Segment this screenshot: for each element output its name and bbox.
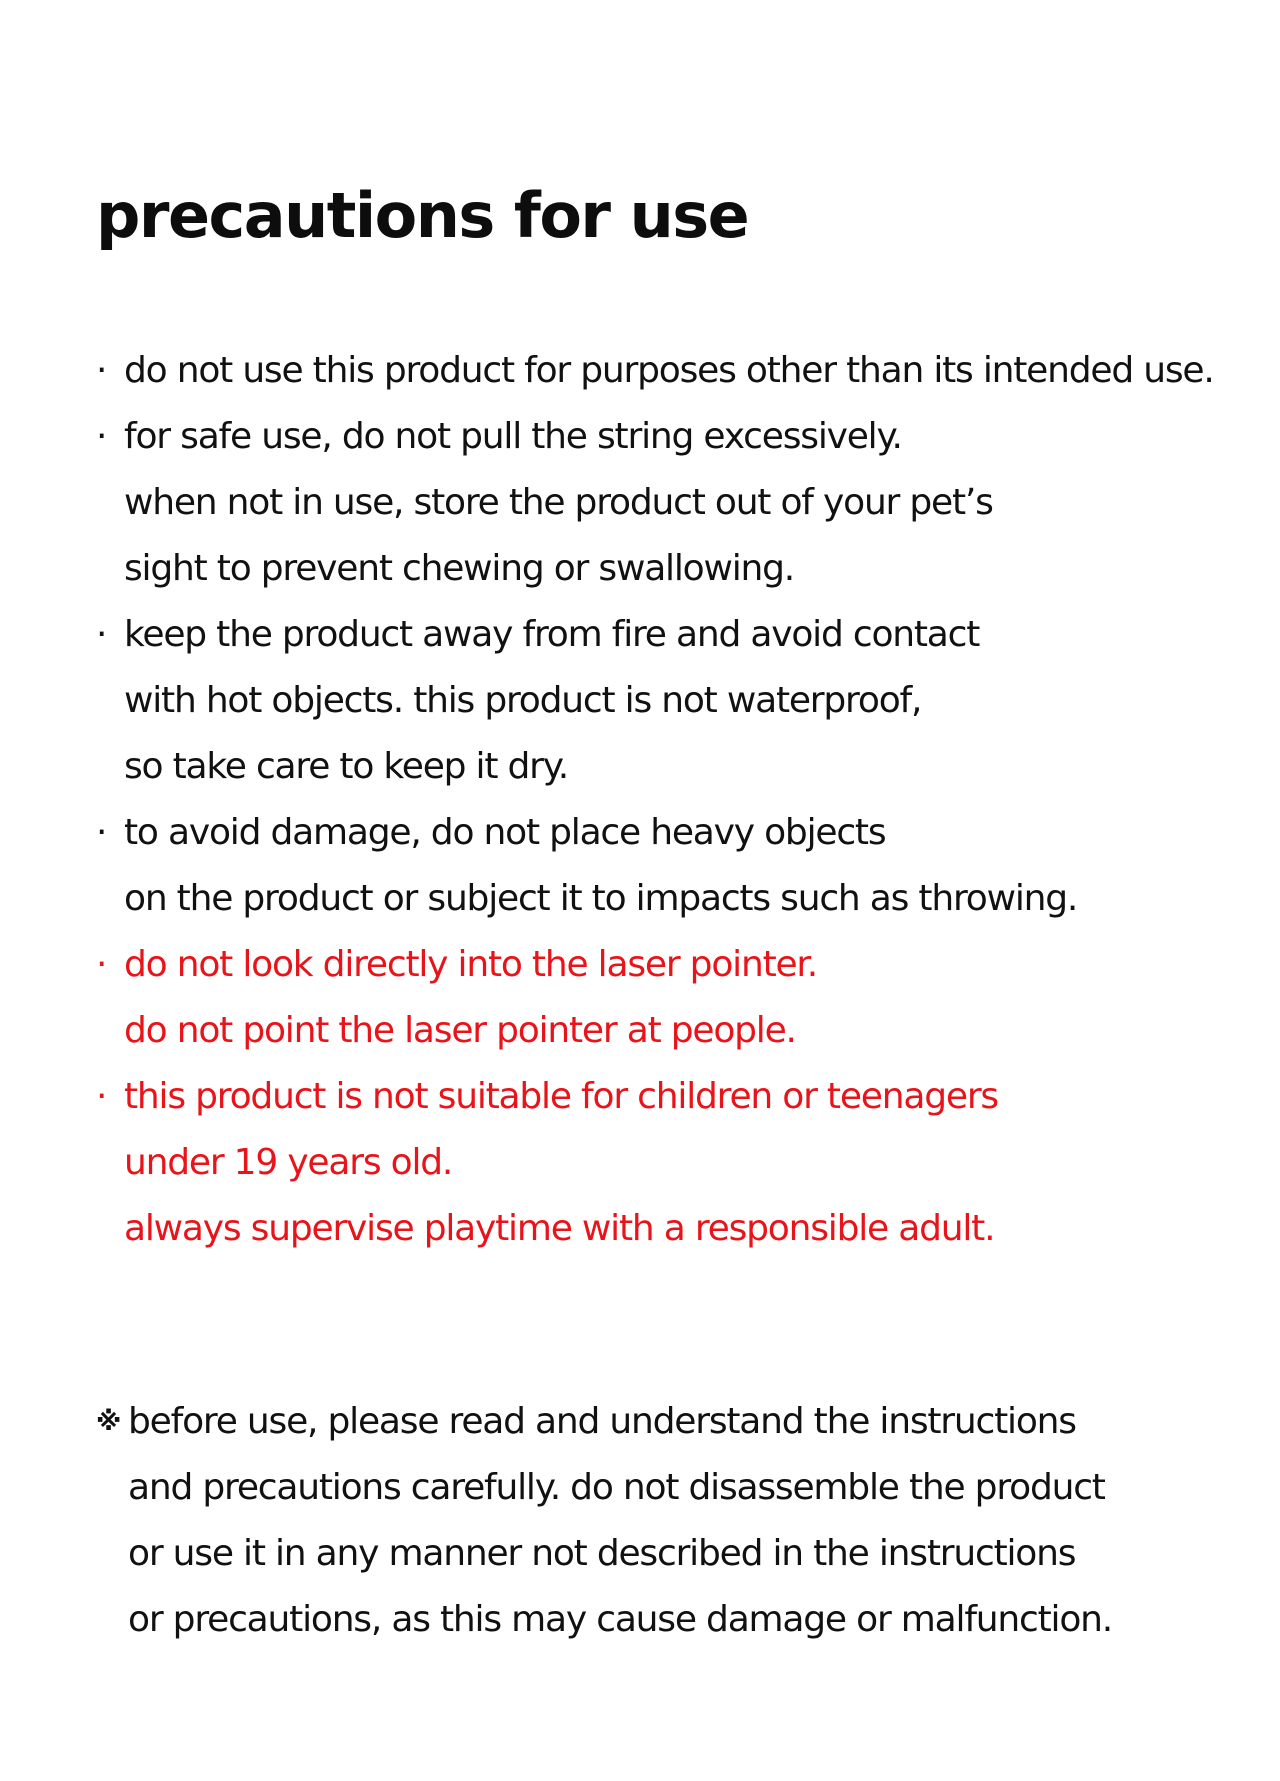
precaution-line: for safe use, do not pull the string excessively.	[124, 416, 902, 457]
precaution-line: when not in use, store the product out of your pet’s	[124, 482, 993, 523]
instructions-note	[96, 1389, 1246, 1653]
warning-line: under 19 years old.	[124, 1142, 453, 1183]
bullet-mark: ·	[96, 416, 108, 457]
page-title: precautions for use	[96, 179, 749, 252]
precaution-line: sight to prevent chewing or swallowing.	[124, 548, 795, 589]
precaution-item-string-storage	[96, 404, 1246, 602]
precaution-item-intended-use	[96, 338, 1246, 404]
precaution-line: with hot objects. this product is not waterproof,	[124, 680, 922, 721]
precaution-line: keep the product away from fire and avoid contact	[124, 614, 980, 655]
note-line: before use, please read and understand the instructions	[128, 1401, 1076, 1442]
precaution-item-fire-water	[96, 602, 1246, 800]
precaution-line: to avoid damage, do not place heavy objects	[124, 812, 886, 853]
warning-line: this product is not suitable for children or teenagers	[124, 1076, 998, 1117]
warning-line: do not point the laser pointer at people.	[124, 1010, 796, 1051]
warning-line: do not look directly into the laser pointer.	[124, 944, 817, 985]
note-line: or use it in any manner not described in the instructions	[128, 1533, 1076, 1574]
precaution-item-damage	[96, 800, 1246, 932]
bullet-mark: ·	[96, 614, 108, 655]
precaution-item-age-warning	[96, 1064, 1246, 1262]
precaution-line: on the product or subject it to impacts such as throwing.	[124, 878, 1078, 919]
bullet-mark: ·	[96, 350, 108, 391]
precautions-list	[96, 338, 1246, 1262]
note-line: and precautions carefully. do not disassemble the product	[128, 1467, 1105, 1508]
note-line: or precautions, as this may cause damage or malfunction.	[128, 1599, 1113, 1640]
precaution-line: do not use this product for purposes other than its intended use.	[124, 350, 1214, 391]
warning-line: always supervise playtime with a responsible adult.	[124, 1208, 995, 1249]
bullet-mark: ·	[96, 1076, 108, 1117]
precaution-item-laser-warning	[96, 932, 1246, 1064]
reference-mark-icon: ※	[96, 1407, 122, 1437]
bullet-mark: ·	[96, 944, 108, 985]
precaution-line: so take care to keep it dry.	[124, 746, 568, 787]
bullet-mark: ·	[96, 812, 108, 853]
